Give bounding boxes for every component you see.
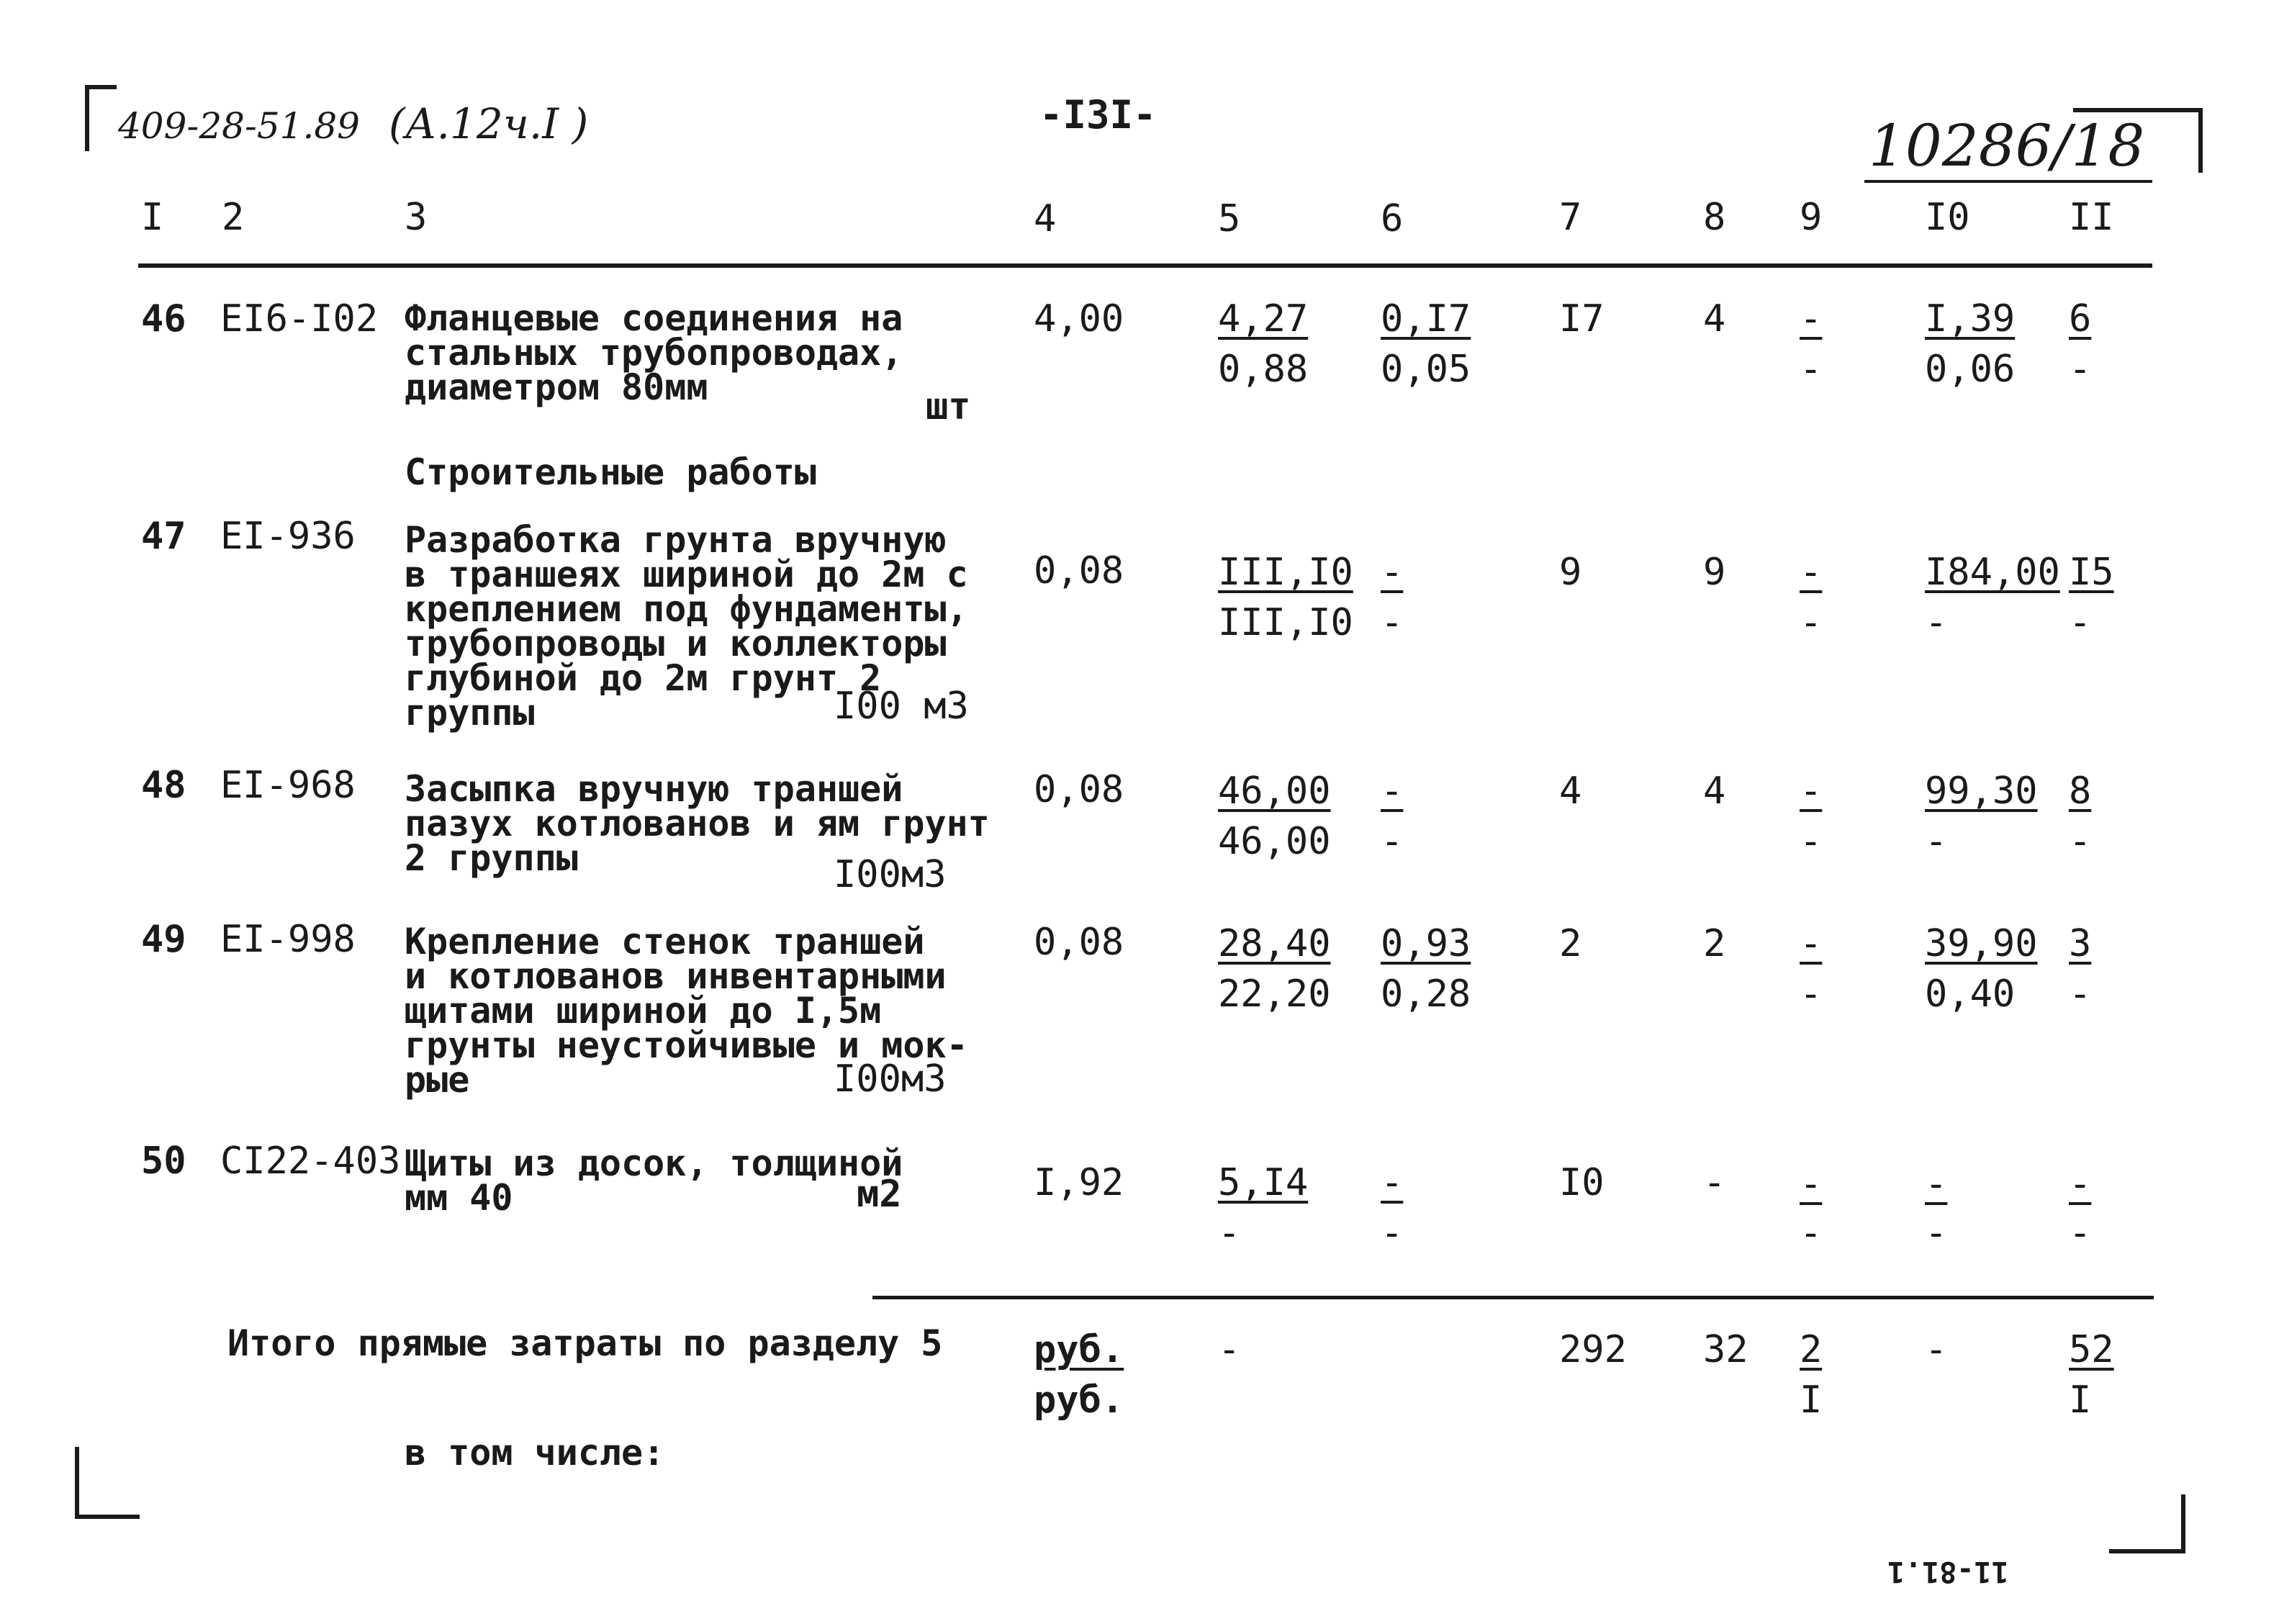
inventory-number: 10286/18: [1869, 112, 2145, 179]
row-50-c11-top: -: [2069, 1163, 2092, 1206]
row-48-code: EI-968: [220, 764, 356, 807]
row-46-c11-bottom: -: [2069, 348, 2092, 391]
row-48-unit: I00м3: [834, 853, 947, 896]
album-reference: (А.12ч.I ): [389, 99, 589, 148]
row-47-code: EI-936: [220, 515, 356, 558]
row-48-c9-top: -: [1800, 770, 1823, 813]
row-46-code: EI6-I02: [220, 297, 379, 340]
total-c9-top: 2: [1800, 1328, 1823, 1371]
totals-rule: [872, 1296, 2154, 1299]
corner-mark-bottom-left: [75, 1447, 79, 1519]
row-48-c6-bottom: -: [1381, 820, 1404, 863]
row-48-number: 48: [141, 764, 186, 807]
row-47-c7: 9: [1559, 551, 1582, 594]
row-49-c5-top: 28,40: [1218, 922, 1331, 965]
corner-mark-bottom-right: [2181, 1494, 2185, 1552]
col-header-3: 3: [405, 196, 428, 239]
row-47-description: Разработка грунта вручную в траншеях шириной до 2м с креплением под фундаменты, трубопроводы и коллекторы глубиной до 2м грунт 2 группы: [405, 519, 968, 734]
row-48-c8: 4: [1703, 770, 1726, 813]
row-46-c5-top: 4,27: [1218, 297, 1309, 340]
row-49-c5-bottom: 22,20: [1218, 973, 1331, 1016]
including-label: в том числе:: [405, 1432, 665, 1474]
row-49-qty: 0,08: [1034, 921, 1124, 964]
row-47-c8: 9: [1703, 551, 1726, 594]
col-header-8: 8: [1703, 196, 1726, 239]
row-47-c5-top: III,I0: [1218, 551, 1353, 594]
section-title: Строительные работы: [405, 451, 816, 493]
total-c11-top: 52: [2069, 1328, 2114, 1371]
row-50-c9-top: -: [1800, 1163, 1823, 1206]
row-46-c5-bottom: 0,88: [1218, 348, 1309, 391]
row-46-c8: 4: [1703, 297, 1726, 340]
corner-mark-top-left-h: [85, 85, 117, 89]
col-header-7: 7: [1559, 196, 1582, 239]
row-47-c11-top: I5: [2069, 551, 2114, 594]
row-50-code: CI22-403: [220, 1140, 401, 1183]
row-49-c7: 2: [1559, 922, 1582, 965]
row-49-c11-bottom: -: [2069, 973, 2092, 1016]
row-46-c11-top: 6: [2069, 297, 2092, 340]
row-49-c9-bottom: -: [1800, 973, 1823, 1016]
row-48-c11-bottom: -: [2069, 820, 2092, 863]
row-50-qty: I,92: [1034, 1161, 1124, 1204]
col-header-1: I: [141, 196, 164, 239]
row-46-number: 46: [141, 297, 186, 340]
row-50-description: Щиты из досок, толщиной мм 40: [405, 1142, 903, 1219]
row-48-description: Засыпка вручную траншей пазух котлованов и ям грунт 2 группы: [405, 768, 990, 879]
row-49-c6-top: 0,93: [1381, 922, 1471, 965]
row-47-c5-bottom: III,I0: [1218, 601, 1353, 644]
col-header-10: I0: [1925, 196, 1970, 239]
inventory-underline: [1864, 180, 2152, 183]
row-49-c10-bottom: 0,40: [1925, 973, 2016, 1016]
row-49-c10-top: 39,90: [1925, 922, 2038, 965]
row-48-c10-bottom: -: [1925, 820, 1948, 863]
row-50-number: 50: [141, 1140, 186, 1183]
row-49-c8: 2: [1703, 922, 1726, 965]
total-c11-bottom: I: [2069, 1379, 2092, 1422]
row-47-c6-bottom: -: [1381, 601, 1404, 644]
row-50-c8: -: [1703, 1161, 1726, 1204]
row-50-c5-bottom: -: [1218, 1212, 1241, 1255]
row-47-c10-top: I84,00: [1925, 551, 2060, 594]
row-49-unit: I00м3: [834, 1057, 947, 1101]
total-c10: -: [1925, 1328, 1948, 1371]
row-46-c6-bottom: 0,05: [1381, 348, 1471, 391]
row-50-c10-top: -: [1925, 1163, 1948, 1206]
row-47-unit: I00 м3: [834, 685, 969, 728]
row-47-c11-bottom: -: [2069, 601, 2092, 644]
row-49-c9-top: -: [1800, 922, 1823, 965]
row-48-c5-top: 46,00: [1218, 770, 1331, 813]
total-c9-bottom: I: [1800, 1379, 1823, 1422]
row-47-c10-bottom: -: [1925, 601, 1948, 644]
row-48-c6-top: -: [1381, 770, 1404, 813]
corner-mark-bottom-right-h: [2109, 1549, 2185, 1553]
total-label: Итого прямые затраты по разделу 5: [227, 1322, 943, 1364]
row-48-c10-top: 99,30: [1925, 770, 2038, 813]
col-header-6: 6: [1381, 197, 1404, 240]
row-47-c6-top: -: [1381, 551, 1404, 594]
row-49-code: EI-998: [220, 918, 356, 961]
total-c7: 292: [1559, 1328, 1627, 1371]
row-46-c6-top: 0,I7: [1381, 297, 1471, 340]
corner-mark-top-left: [85, 85, 89, 151]
row-49-number: 49: [141, 918, 186, 961]
row-49-c6-bottom: 0,28: [1381, 973, 1471, 1016]
row-49-c11-top: 3: [2069, 922, 2092, 965]
total-unit-top: руб.: [1034, 1328, 1124, 1371]
doc-code: 409-28-51.89: [118, 105, 360, 147]
row-46-c9-top: -: [1800, 297, 1823, 340]
corner-mark-bottom-left-h: [75, 1515, 140, 1519]
header-rule: [138, 263, 2152, 268]
row-46-c9-bottom: -: [1800, 348, 1823, 391]
row-46-c10-bottom: 0,06: [1925, 348, 2016, 391]
row-50-c6-top: -: [1381, 1161, 1404, 1204]
total-c8: 32: [1703, 1328, 1748, 1371]
row-50-c5-top: 5,I4: [1218, 1161, 1309, 1204]
row-50-c10-bottom: -: [1925, 1212, 1948, 1255]
col-header-11: II: [2069, 196, 2114, 239]
row-47-c9-bottom: -: [1800, 601, 1823, 644]
row-46-unit: шт: [926, 385, 971, 428]
row-50-c11-bottom: -: [2069, 1212, 2092, 1255]
row-46-description: Фланцевые соединения на стальных трубопроводах, диаметром 80мм: [405, 297, 903, 408]
footer-code: 11-81.1: [1887, 1555, 2009, 1588]
col-header-4: 4: [1034, 197, 1057, 240]
row-46-qty: 4,00: [1034, 297, 1124, 340]
col-header-2: 2: [222, 196, 245, 239]
row-46-c7: I7: [1559, 297, 1605, 340]
row-48-c5-bottom: 46,00: [1218, 820, 1331, 863]
row-50-c6-bottom: -: [1381, 1212, 1404, 1255]
row-47-qty: 0,08: [1034, 549, 1124, 592]
row-48-c9-bottom: -: [1800, 820, 1823, 863]
row-50-c7: I0: [1559, 1161, 1605, 1204]
row-49-description: Крепление стенок траншей и котлованов инвентарными щитами шириной до I,5м грунты неустойчивые и мок- рые: [405, 921, 968, 1101]
row-47-number: 47: [141, 515, 186, 558]
row-50-c9-bottom: -: [1800, 1212, 1823, 1255]
row-48-qty: 0,08: [1034, 768, 1124, 811]
col-header-5: 5: [1218, 197, 1241, 240]
row-47-c9-top: -: [1800, 551, 1823, 594]
page-number: -I3I-: [1039, 92, 1157, 137]
col-header-9: 9: [1800, 196, 1823, 239]
total-unit-bottom: руб.: [1034, 1379, 1124, 1422]
row-48-c7: 4: [1559, 770, 1582, 813]
total-c5: -: [1218, 1328, 1241, 1371]
row-48-c11-top: 8: [2069, 770, 2092, 813]
row-46-c10-top: I,39: [1925, 297, 2016, 340]
row-50-unit: м2: [857, 1173, 902, 1216]
corner-mark-top-right: [2198, 108, 2203, 173]
